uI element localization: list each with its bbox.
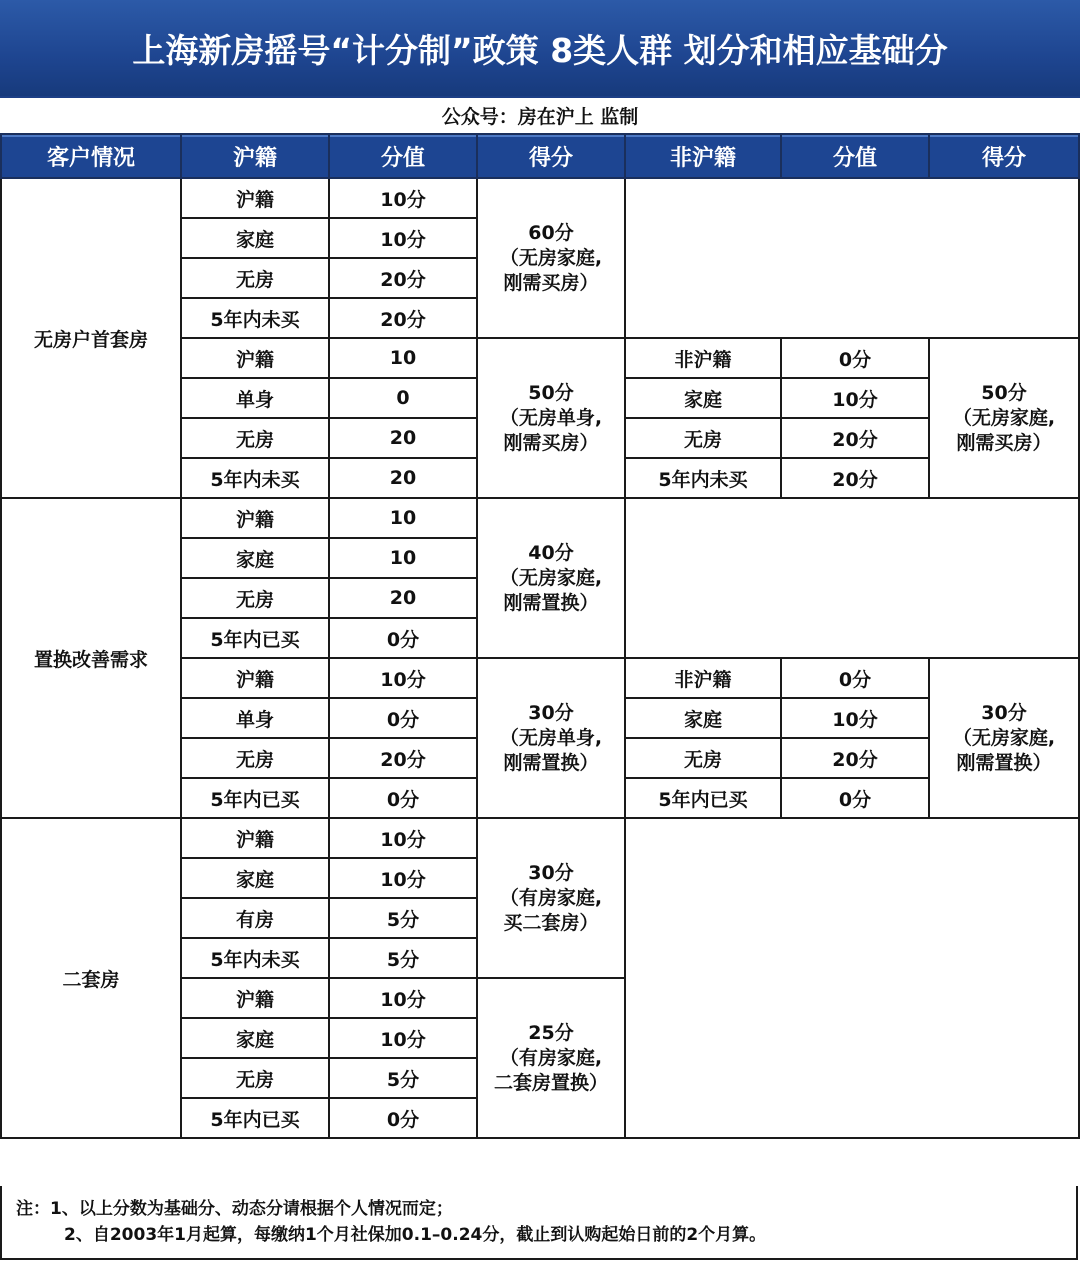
local-criterion-value: 10 xyxy=(329,538,477,578)
local-criterion-label: 5年内已买 xyxy=(181,778,329,818)
score-table xyxy=(0,133,1080,1139)
local-criterion-label: 沪籍 xyxy=(181,178,329,218)
local-criterion-value: 20 xyxy=(329,418,477,458)
nonlocal-total-score: 30分 （无房家庭, 刚需置换） xyxy=(929,658,1079,818)
local-criterion-label: 沪籍 xyxy=(181,658,329,698)
local-total-score: 50分 （无房单身, 刚需买房） xyxy=(477,338,625,498)
local-criterion-value: 20分 xyxy=(329,298,477,338)
local-criterion-value: 20 xyxy=(329,578,477,618)
nonlocal-criterion-value: 20分 xyxy=(781,738,929,778)
nonlocal-criterion-label: 家庭 xyxy=(625,698,781,738)
local-criterion-label: 有房 xyxy=(181,898,329,938)
local-criterion-label: 家庭 xyxy=(181,858,329,898)
empty-nonlocal-area xyxy=(625,818,1079,1138)
local-criterion-value: 0分 xyxy=(329,698,477,738)
col-header-nonlocal: 非沪籍 xyxy=(625,134,781,178)
local-criterion-value: 10分 xyxy=(329,1018,477,1058)
local-criterion-value: 10分 xyxy=(329,978,477,1018)
footnote-1: 注：1、以上分数为基础分、动态分请根据个人情况而定； xyxy=(16,1199,453,1219)
footnote-2: 2、自2003年1月起算，每缴纳1个月社保加0.1–0.24分，截止到认购起始日前的2个月算。 xyxy=(64,1225,767,1245)
local-criterion-label: 单身 xyxy=(181,698,329,738)
local-criterion-label: 沪籍 xyxy=(181,338,329,378)
table-row xyxy=(1,498,1079,538)
local-criterion-value: 10分 xyxy=(329,658,477,698)
nonlocal-criterion-label: 无房 xyxy=(625,418,781,458)
col-header-nonlocal-value: 分值 xyxy=(781,134,929,178)
category-cell: 二套房 xyxy=(1,818,181,1138)
local-criterion-value: 10分 xyxy=(329,218,477,258)
local-criterion-label: 5年内已买 xyxy=(181,1098,329,1138)
col-header-local-score: 得分 xyxy=(477,134,625,178)
nonlocal-criterion-value: 0分 xyxy=(781,658,929,698)
local-criterion-label: 5年内未买 xyxy=(181,938,329,978)
category-cell: 置换改善需求 xyxy=(1,498,181,818)
local-criterion-label: 无房 xyxy=(181,738,329,778)
local-total-score: 25分 （有房家庭, 二套房置换） xyxy=(477,978,625,1138)
local-criterion-label: 家庭 xyxy=(181,1018,329,1058)
local-criterion-label: 5年内未买 xyxy=(181,298,329,338)
local-criterion-value: 10分 xyxy=(329,178,477,218)
col-header-local-value: 分值 xyxy=(329,134,477,178)
local-criterion-value: 0 xyxy=(329,378,477,418)
local-total-score: 40分 （无房家庭, 刚需置换） xyxy=(477,498,625,658)
col-header-local: 沪籍 xyxy=(181,134,329,178)
local-criterion-value: 20分 xyxy=(329,738,477,778)
local-criterion-value: 10 xyxy=(329,338,477,378)
empty-nonlocal-area xyxy=(625,178,1079,338)
nonlocal-criterion-label: 非沪籍 xyxy=(625,658,781,698)
table-header-row xyxy=(1,134,1079,178)
col-header-customer: 客户情况 xyxy=(1,134,181,178)
local-criterion-label: 家庭 xyxy=(181,218,329,258)
nonlocal-criterion-value: 10分 xyxy=(781,378,929,418)
col-header-nonlocal-score: 得分 xyxy=(929,134,1079,178)
local-criterion-label: 5年内未买 xyxy=(181,458,329,498)
local-criterion-value: 10分 xyxy=(329,858,477,898)
nonlocal-criterion-value: 0分 xyxy=(781,338,929,378)
local-criterion-value: 5分 xyxy=(329,1058,477,1098)
local-criterion-value: 5分 xyxy=(329,898,477,938)
local-total-score: 30分 （无房单身, 刚需置换） xyxy=(477,658,625,818)
local-total-score: 60分 （无房家庭, 刚需买房） xyxy=(477,178,625,338)
table-row xyxy=(1,818,1079,858)
local-criterion-label: 沪籍 xyxy=(181,818,329,858)
local-criterion-value: 0分 xyxy=(329,1098,477,1138)
table-row xyxy=(1,178,1079,218)
empty-nonlocal-area xyxy=(625,498,1079,658)
nonlocal-criterion-value: 20分 xyxy=(781,458,929,498)
local-criterion-label: 沪籍 xyxy=(181,978,329,1018)
table-body xyxy=(1,178,1079,1138)
nonlocal-criterion-value: 20分 xyxy=(781,418,929,458)
local-total-score: 30分 （有房家庭, 买二套房） xyxy=(477,818,625,978)
page-title: 上海新房摇号“计分制”政策 8类人群 划分和相应基础分 xyxy=(0,0,1080,96)
local-criterion-value: 10分 xyxy=(329,818,477,858)
local-criterion-value: 20分 xyxy=(329,258,477,298)
local-criterion-label: 无房 xyxy=(181,258,329,298)
nonlocal-criterion-label: 5年内已买 xyxy=(625,778,781,818)
local-criterion-label: 单身 xyxy=(181,378,329,418)
nonlocal-criterion-label: 家庭 xyxy=(625,378,781,418)
nonlocal-criterion-label: 5年内未买 xyxy=(625,458,781,498)
nonlocal-criterion-label: 非沪籍 xyxy=(625,338,781,378)
local-criterion-label: 沪籍 xyxy=(181,498,329,538)
local-criterion-label: 无房 xyxy=(181,418,329,458)
local-criterion-value: 10 xyxy=(329,498,477,538)
local-criterion-value: 0分 xyxy=(329,778,477,818)
category-cell: 无房户首套房 xyxy=(1,178,181,498)
nonlocal-criterion-value: 0分 xyxy=(781,778,929,818)
nonlocal-criterion-value: 10分 xyxy=(781,698,929,738)
page-subtitle: 公众号：房在沪上 监制 xyxy=(0,96,1080,132)
local-criterion-label: 家庭 xyxy=(181,538,329,578)
local-criterion-value: 20 xyxy=(329,458,477,498)
nonlocal-total-score: 50分 （无房家庭, 刚需买房） xyxy=(929,338,1079,498)
local-criterion-value: 0分 xyxy=(329,618,477,658)
local-criterion-value: 5分 xyxy=(329,938,477,978)
local-criterion-label: 无房 xyxy=(181,578,329,618)
local-criterion-label: 无房 xyxy=(181,1058,329,1098)
nonlocal-criterion-label: 无房 xyxy=(625,738,781,778)
footnotes xyxy=(0,1186,1078,1260)
local-criterion-label: 5年内已买 xyxy=(181,618,329,658)
